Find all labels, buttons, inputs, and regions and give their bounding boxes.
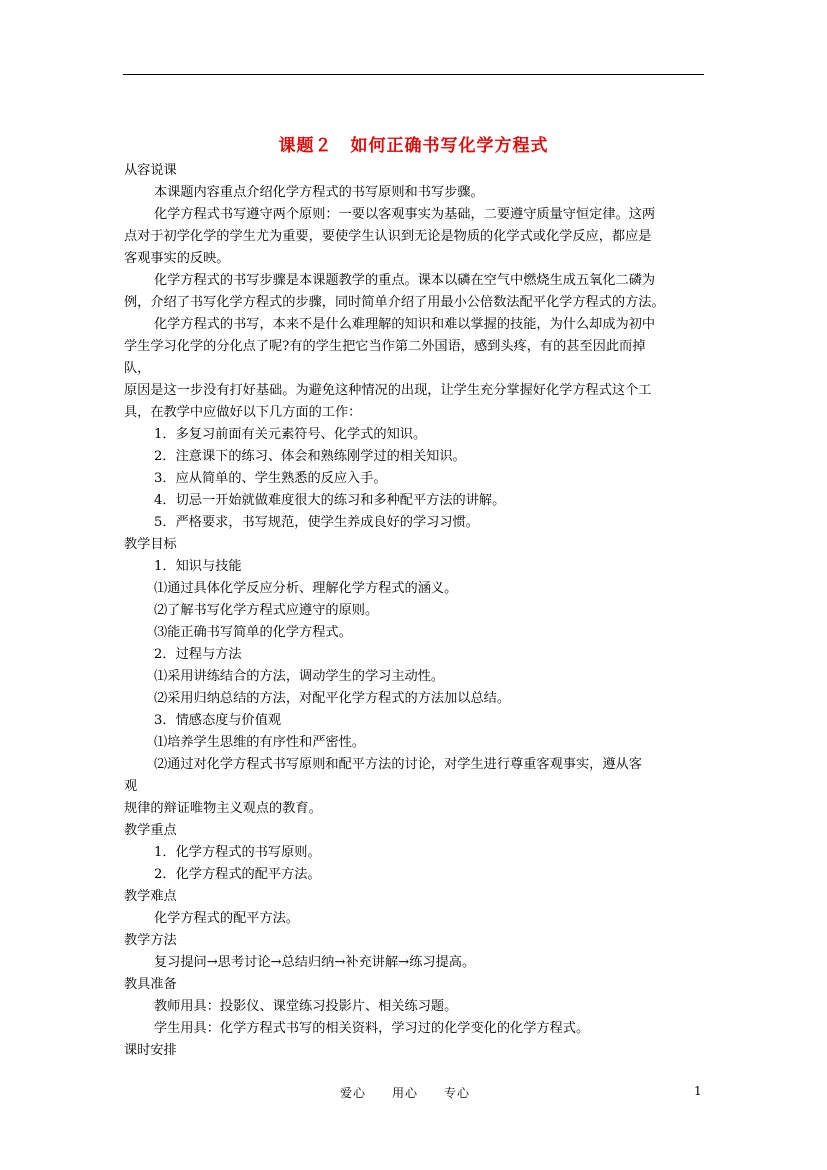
list-item: 3．应从简单的、学生熟悉的反应入手。 bbox=[154, 471, 387, 486]
paragraph-line: 复习提问→思考讨论→总结归纳→补充讲解→练习提高。 bbox=[154, 955, 476, 970]
paragraph-line: 点对于初学化学的学生尤为重要，要使学生认识到无论是物质的化学式或化学反应，都应是 bbox=[124, 229, 652, 244]
paragraph-line: 具，在教学中应做好以下几方面的工作： bbox=[124, 405, 362, 420]
list-item: ⑵采用归纳总结的方法，对配平化学方程式的方法加以总结。 bbox=[154, 691, 511, 706]
section-heading: 课时安排 bbox=[124, 1043, 177, 1058]
list-item: ⑶能正确书写简单的化学方程式。 bbox=[154, 625, 352, 640]
page-title: 课题２ 如何正确书写化学方程式 bbox=[278, 136, 549, 156]
list-item: ⑴通过具体化学反应分析、理解化学方程式的涵义。 bbox=[154, 581, 458, 596]
list-item: 2．化学方程式的配平方法。 bbox=[154, 867, 321, 882]
paragraph-line: 化学方程式的配平方法。 bbox=[154, 911, 300, 926]
paragraph-line: 化学方程式的书写步骤是本课题教学的重点。课本以磷在空气中燃烧生成五氧化二磷为 bbox=[154, 273, 656, 288]
list-item: ⑵了解书写化学方程式应遵守的原则。 bbox=[154, 603, 379, 618]
section-heading: 从容说课 bbox=[124, 163, 177, 178]
section-heading: 教学目标 bbox=[124, 537, 177, 552]
paragraph-line: 本课题内容重点介绍化学方程式的书写原则和书写步骤。 bbox=[154, 185, 484, 200]
section-heading: 教具准备 bbox=[124, 977, 177, 992]
page-number: 1 bbox=[694, 1084, 702, 1098]
paragraph-line: 学生学习化学的分化点了呢?有的学生把它当作第二外国语，感到头疼，有的甚至因此而掉 bbox=[124, 339, 646, 354]
list-item: 1．化学方程式的书写原则。 bbox=[154, 845, 321, 860]
list-item: 2．注意课下的练习、体会和熟练刚学过的相关知识。 bbox=[154, 449, 466, 464]
list-item: 5．严格要求，书写规范，使学生养成良好的学习习惯。 bbox=[154, 515, 479, 530]
paragraph-line: 化学方程式的书写，本来不是什么难理解的知识和难以掌握的技能，为什么却成为初中 bbox=[154, 317, 656, 332]
list-item: 4．切忌一开始就做难度很大的练习和多种配平方法的讲解。 bbox=[154, 493, 506, 508]
footer-slogan: 爱心 用心 专心 bbox=[340, 1086, 471, 1100]
paragraph-line: 原因是这一步没有打好基础。为避免这种情况的出现，让学生充分掌握好化学方程式这个工 bbox=[124, 383, 652, 398]
paragraph-line: 化学方程式书写遵守两个原则：一要以客观事实为基础，二要遵守质量守恒定律。这两 bbox=[154, 207, 656, 222]
paragraph-line: 观 bbox=[124, 779, 138, 794]
paragraph-line: 学生用具：化学方程式书写的相关资料，学习过的化学变化的化学方程式。 bbox=[154, 1021, 590, 1036]
section-heading: 教学方法 bbox=[124, 933, 177, 948]
section-heading: 教学难点 bbox=[124, 889, 177, 904]
paragraph-line: 教师用具：投影仪、课堂练习投影片、相关练习题。 bbox=[154, 999, 458, 1014]
section-heading: 教学重点 bbox=[124, 823, 177, 838]
paragraph-line: 例，介绍了书写化学方程式的步骤，同时简单介绍了用最小公倍数法配平化学方程式的方法。 bbox=[124, 295, 665, 310]
paragraph-line: 客观事实的反映。 bbox=[124, 251, 230, 266]
list-item: ⑵通过对化学方程式书写原则和配平方法的讨论，对学生进行尊重客观事实，遵从客 bbox=[154, 757, 642, 772]
paragraph-line: 队， bbox=[124, 361, 151, 376]
list-item: ⑴采用讲练结合的方法，调动学生的学习主动性。 bbox=[154, 669, 445, 684]
subsection-heading: 3．情感态度与价值观 bbox=[154, 713, 282, 728]
subsection-heading: 2．过程与方法 bbox=[154, 647, 242, 662]
list-item: 1．多复习前面有关元素符号、化学式的知识。 bbox=[154, 427, 427, 442]
subsection-heading: 1．知识与技能 bbox=[154, 559, 242, 574]
header-rule bbox=[123, 74, 704, 75]
list-item: ⑴培养学生思维的有序性和严密性。 bbox=[154, 735, 365, 750]
paragraph-line: 规律的辩证唯物主义观点的教育。 bbox=[124, 801, 322, 816]
